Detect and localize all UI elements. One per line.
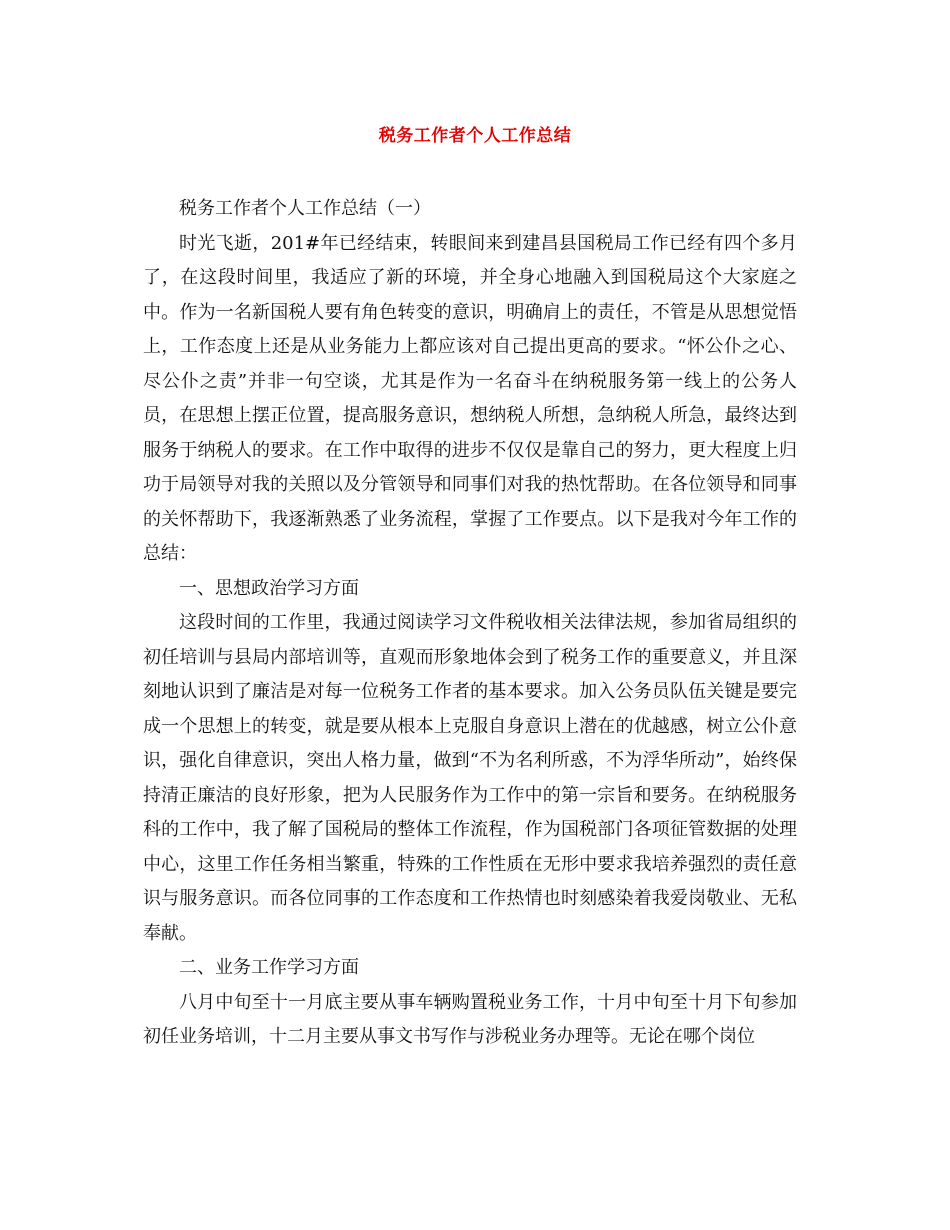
- body-paragraph: 时光飞逝，201#年已经结束，转眼间来到建昌县国税局工作已经有四个多月了，在这段时间里，我适应了新的环境，并全身心地融入到国税局这个大家庭之中。作为一名新国税人要有角色转变的意识，明确肩上的责任，不管是从思想觉悟上，工作态度上还是从业务能力上都应该对自己提出更高的要求。“怀公仆之心、尽公仆之责”并非一句空谈，尤其是作为一名奋斗在纳税服务第一线上的公务人员，在思想上摆正位置，提高服务意识，想纳税人所想，急纳税人所急，最终达到服务于纳税人的要求。在工作中取得的进步不仅仅是靠自己的努力，更大程度上归功于局领导对我的关照以及分管领导和同事们对我的热忱帮助。在各位领导和同事的关怀帮助下，我逐渐熟悉了业务流程，掌握了工作要点。以下是我对今年工作的总结：: [143, 232, 797, 564]
- document-body: [143, 192, 797, 1055]
- section-heading: 税务工作者个人工作总结（一）: [179, 198, 431, 219]
- body-paragraph: 八月中旬至十一月底主要从事车辆购置税业务工作，十月中旬至十月下旬参加初任业务培训，十二月主要从事文书写作与涉税业务办理等。无论在哪个岗位: [143, 991, 797, 1047]
- section-heading: 二、业务工作学习方面: [179, 957, 359, 978]
- body-paragraph: 这段时间的工作里，我通过阅读学习文件税收相关法律法规，参加省局组织的初任培训与县局内部培训等，直观而形象地体会到了税务工作的重要意义，并且深刻地认识到了廉洁是对每一位税务工作者的基本要求。加入公务员队伍关键是要完成一个思想上的转变，就是要从根本上克服自身意识上潜在的优越感，树立公仆意识，强化自律意识，突出人格力量，做到“不为名利所惑，不为浮华所动”，始终保持清正廉洁的良好形象，把为人民服务作为工作中的第一宗旨和要务。在纳税服务科的工作中，我了解了国税局的整体工作流程，作为国税部门各项征管数据的处理中心，这里工作任务相当繁重，特殊的工作性质在无形中要求我培养强烈的责任意识与服务意识。而各位同事的工作态度和工作热情也时刻感染着我爱岗敬业、无私奉献。: [143, 612, 797, 944]
- section-heading: 一、思想政治学习方面: [179, 577, 359, 599]
- document-title: 税务工作者个人工作总结: [378, 126, 572, 146]
